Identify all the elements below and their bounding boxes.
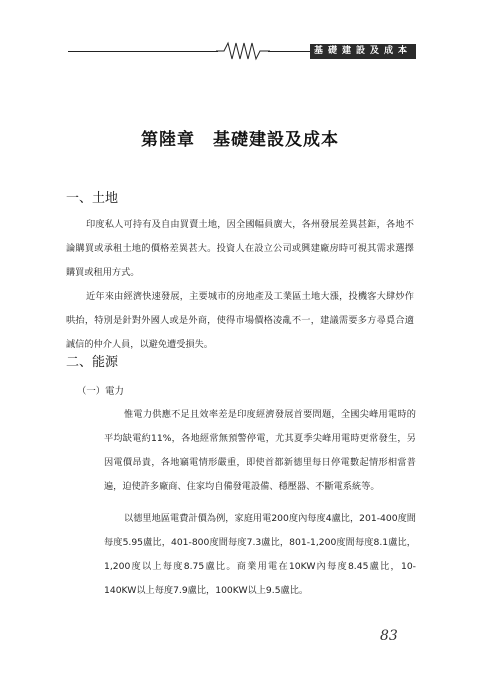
page-number: 83 xyxy=(380,628,398,644)
header-rule-left xyxy=(68,51,218,52)
land-paragraph-1: 印度私人可持有及自由買賣土地，因全國幅員廣大，各州發展差異甚鉅，各地不論購買或承租土地的價格差異甚大。投資人在設立公司或興建廠房時可視其需求選擇購買或租用方式。 xyxy=(66,219,414,278)
section-heading-energy: 二、能源 xyxy=(66,355,119,370)
header-rule-right xyxy=(268,51,310,52)
chapter-title: 第陸章 基礎建設及成本 xyxy=(141,130,339,150)
running-header-title: 基礎建設及成本 xyxy=(310,44,416,59)
land-paragraph-2: 近年來由經濟快速發展，主要城市的房地產及工業區土地大漲，投機客大肆炒作哄抬，特別是針對外國人或是外商，使得市場價格凌亂不一，建議需要多方尋覓合適誠信的仲介人員，以避免遭受損失。 xyxy=(66,291,414,350)
header-wave-ornament xyxy=(216,40,270,62)
electricity-paragraph-2: 以德里地區電費計價為例，家庭用電200度內每度4盧比，201-400度間每度5.95盧比，401-800度間每度7.3盧比，801-1,200度間每度8.1盧比，1,200度以上每度8.75盧比。商業用電在10KW內每度8.45盧比，10-140KW以上每度7.9盧比，100KW以上9.5盧比。 xyxy=(104,513,416,596)
electricity-paragraph-1: 惟電力供應不足且效率差是印度經濟發展首要問題，全國尖峰用電時的平均缺電約11%，各地經常無預警停電，尤其夏季尖峰用電時更常發生，另因電價昂貴，各地竊電情形嚴重，即使首都新德里每日停電數起情形相當普遍，迫使許多廠商、住家均自備發電設備、穩壓器、不斷電系統等。 xyxy=(104,409,416,492)
subsection-heading-electricity: （一）電力 xyxy=(77,386,124,397)
section-heading-land: 一、土地 xyxy=(66,191,119,206)
